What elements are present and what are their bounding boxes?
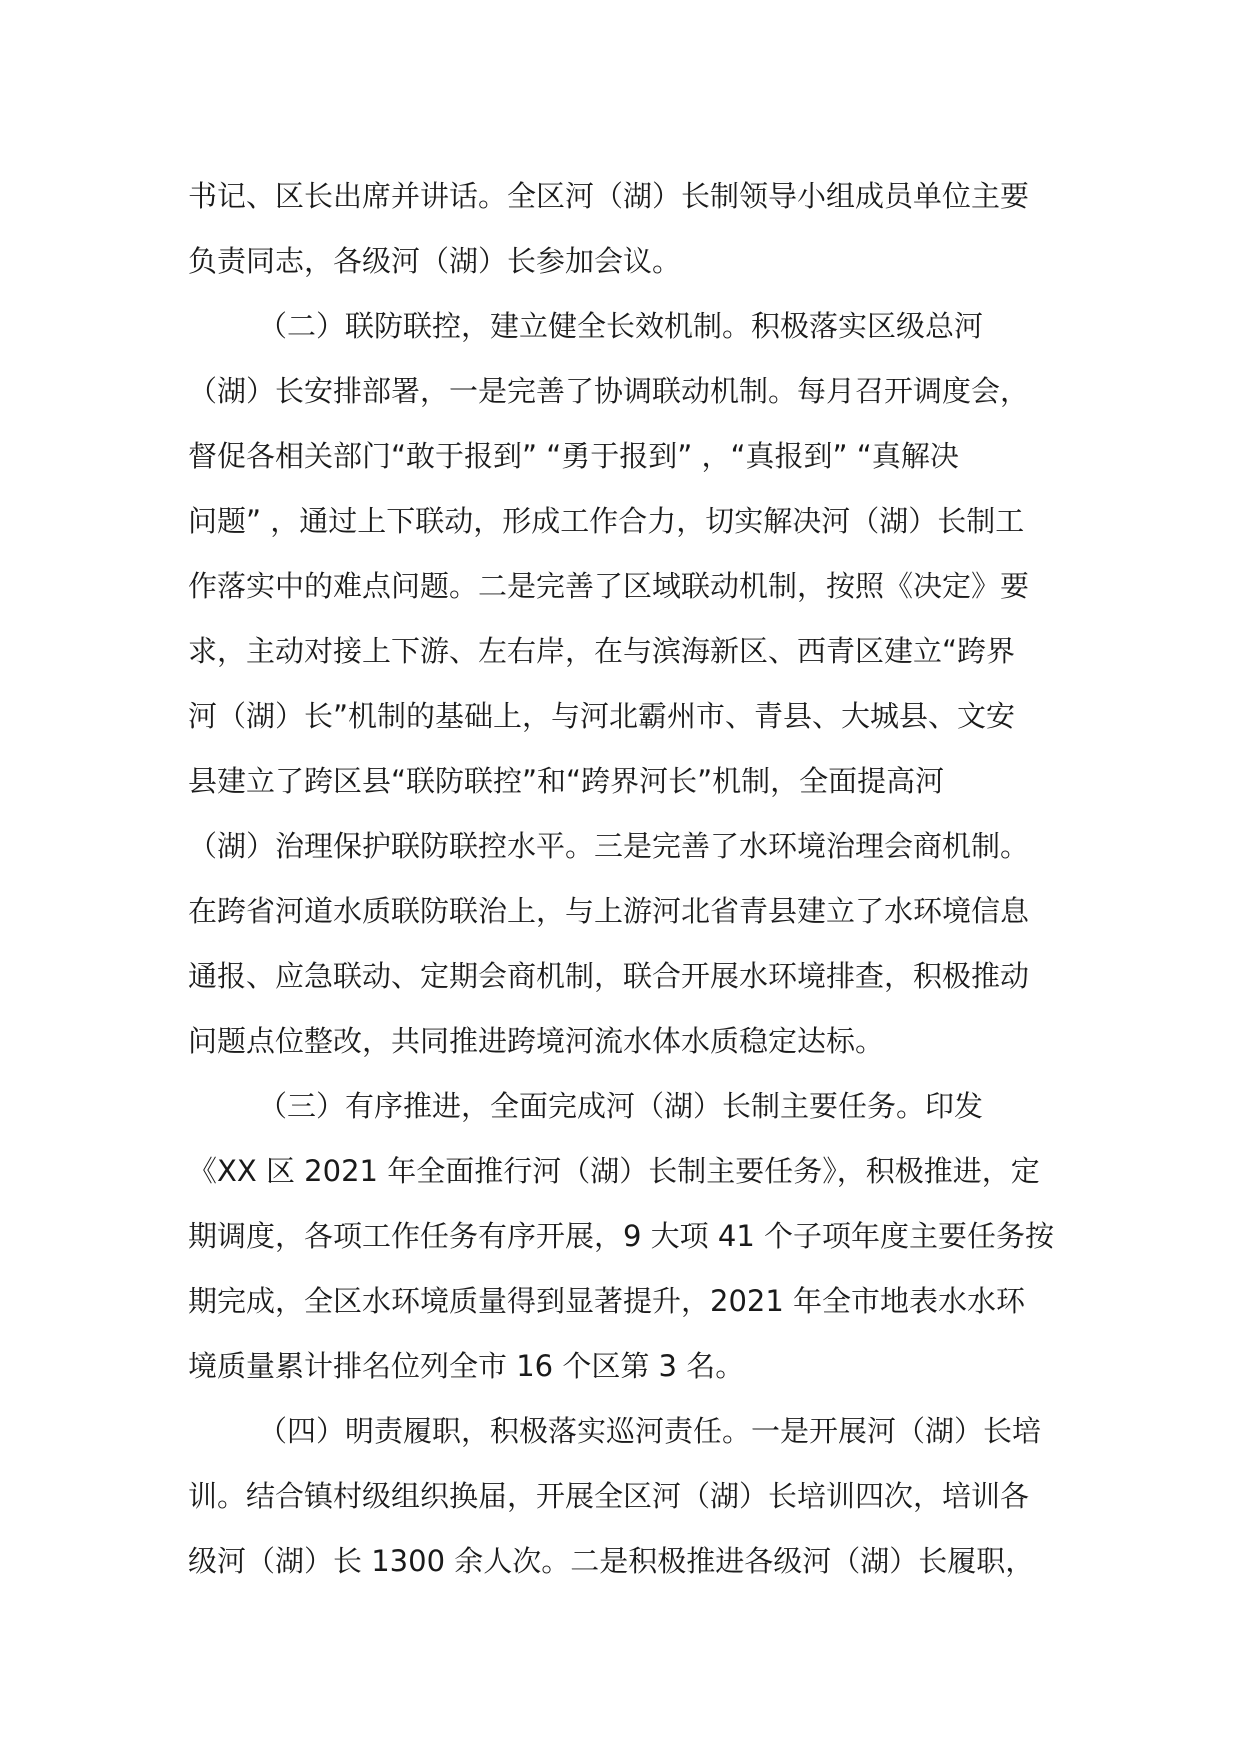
text-line: 《XX 区 2021 年全面推行河（湖）长制主要任务》，积极推进，定 bbox=[188, 1154, 1040, 1188]
text-line: 通报、应急联动、定期会商机制，联合开展水环境排查，积极推动 bbox=[188, 959, 1030, 993]
text-line: 书记、区长出席并讲话。全区河（湖）长制领导小组成员单位主要 bbox=[188, 179, 1030, 213]
text-line: 境质量累计排名位列全市 16 个区第 3 名。 bbox=[188, 1349, 745, 1383]
text-line: 求，主动对接上下游、左右岸，在与滨海新区、西青区建立“跨界 bbox=[188, 634, 1016, 668]
text-line: 河（湖）长”机制的基础上，与河北霸州市、青县、大城县、文安 bbox=[188, 699, 1016, 733]
text-line: 问题点位整改，共同推进跨境河流水体水质稳定达标。 bbox=[188, 1024, 885, 1058]
text-line: 级河（湖）长 1300 余人次。二是积极推进各级河（湖）长履职， bbox=[188, 1544, 1035, 1578]
text-line: 在跨省河道水质联防联治上，与上游河北省青县建立了水环境信息 bbox=[188, 894, 1030, 928]
text-line: 负责同志，各级河（湖）长参加会议。 bbox=[188, 244, 682, 278]
text-line: 期调度，各项工作任务有序开展，9 大项 41 个子项年度主要任务按 bbox=[188, 1219, 1055, 1253]
section-heading-line: （三）有序推进，全面完成河（湖）长制主要任务。印发 bbox=[258, 1089, 984, 1123]
text-line: 期完成，全区水环境质量得到显著提升，2021 年全市地表水水环 bbox=[188, 1284, 1026, 1318]
text-line: 问题” ，通过上下联动，形成工作合力，切实解决河（湖）长制工 bbox=[188, 504, 1025, 538]
text-line: 作落实中的难点问题。二是完善了区域联动机制，按照《决定》要 bbox=[188, 569, 1030, 603]
section-heading-line: （二）联防联控，建立健全长效机制。积极落实区级总河 bbox=[258, 309, 984, 343]
text-line: 训。结合镇村级组织换届，开展全区河（湖）长培训四次，培训各 bbox=[188, 1479, 1030, 1513]
text-line: 督促各相关部门“敢于报到” “勇于报到” ，“真报到” “真解决 bbox=[188, 439, 959, 473]
text-line: （湖）长安排部署，一是完善了协调联动机制。每月召开调度会， bbox=[188, 374, 1030, 408]
section-heading-line: （四）明责履职，积极落实巡河责任。一是开展河（湖）长培 bbox=[258, 1414, 1042, 1448]
text-line: 县建立了跨区县“联防联控”和“跨界河长”机制，全面提高河 bbox=[188, 764, 945, 798]
document-body bbox=[188, 164, 1058, 1594]
text-line: （湖）治理保护联防联控水平。三是完善了水环境治理会商机制。 bbox=[188, 829, 1030, 863]
